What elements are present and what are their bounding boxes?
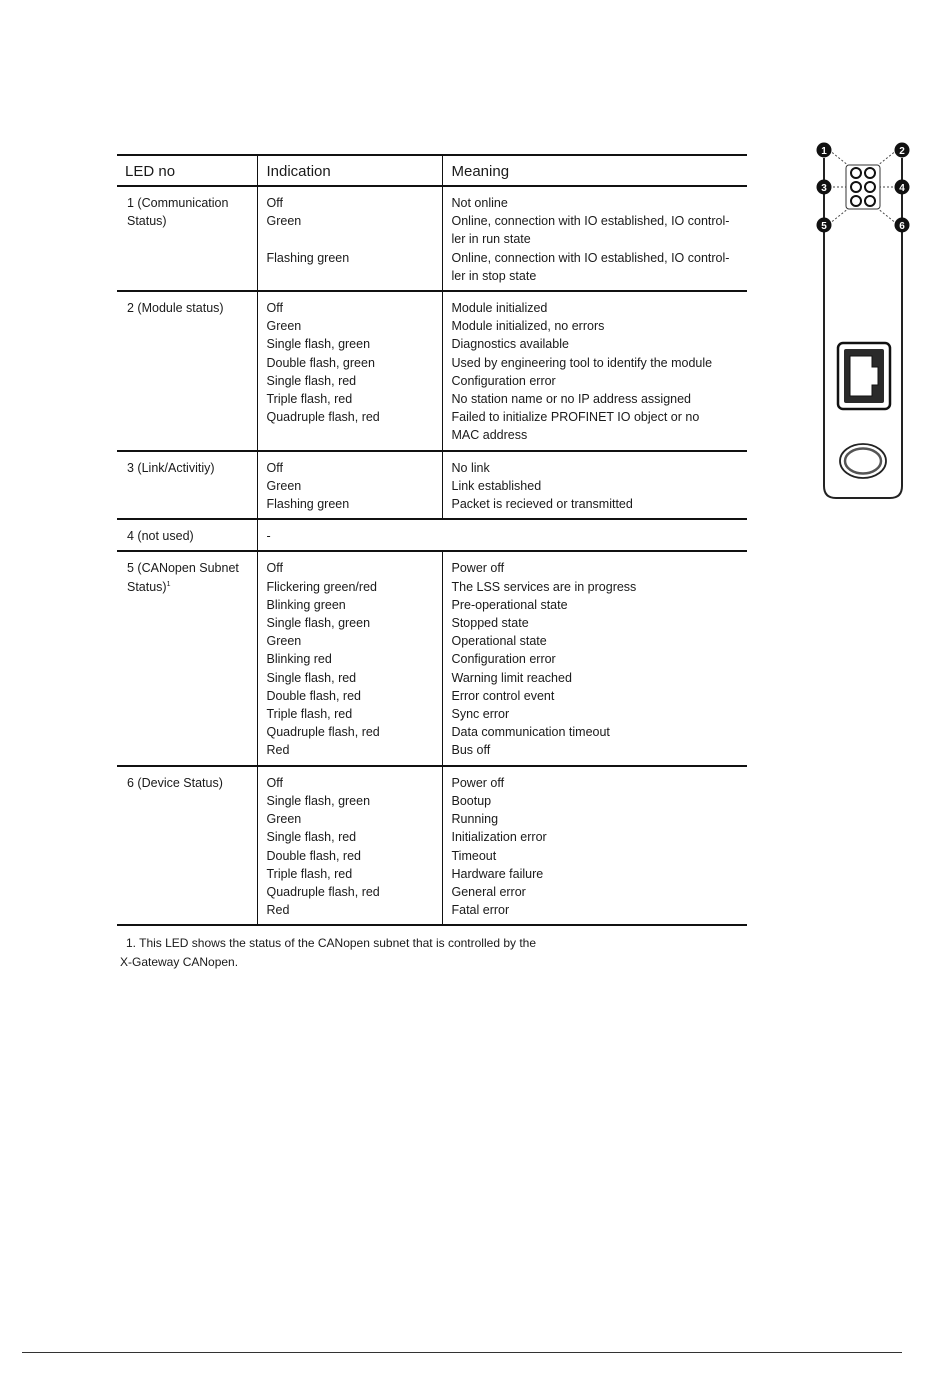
meaning-item: Fatal error	[451, 903, 510, 918]
meaning-item: Hardware failure	[451, 866, 544, 881]
led-number-text	[127, 578, 249, 596]
indication-item: Single flash, red	[266, 373, 357, 388]
indication-item: Triple flash, red	[266, 392, 353, 407]
indication-item: Single flash, red	[266, 830, 357, 845]
meaning-item: Module initialized, no errors	[451, 319, 605, 334]
footnote-marker: 1	[166, 580, 171, 588]
table-footnote	[120, 934, 580, 972]
meaning-item: Timeout	[451, 848, 497, 863]
led-number-text	[127, 212, 249, 230]
header-indication: Indication	[257, 155, 442, 186]
meaning-item: Sync error	[451, 707, 510, 722]
indication-item: Red	[266, 903, 290, 918]
callout-5: 5	[821, 221, 827, 232]
page-bottom-rule	[22, 1352, 902, 1353]
table-body	[117, 186, 747, 925]
indication-cell	[257, 451, 442, 520]
table-row	[117, 451, 747, 520]
led-number-text	[127, 559, 249, 577]
meaning-cell	[442, 551, 747, 765]
indication-item: Green	[266, 319, 302, 334]
indication-cell	[257, 291, 442, 451]
meaning-item: General error	[451, 884, 526, 899]
table-header-row	[117, 155, 747, 186]
callout-1: 1	[821, 146, 827, 157]
meaning-item: Configuration error	[451, 373, 556, 388]
meaning-item: Used by engineering tool to identify the module	[451, 355, 713, 370]
meaning-item: Power off	[451, 561, 505, 576]
led-number-line: 4 (not used)	[127, 529, 194, 544]
meaning-item: Bus off	[451, 743, 491, 758]
meaning-item: MAC address	[451, 428, 528, 443]
footnote-line-1: 1. This LED shows the status of the CANopen subnet that is controlled by the	[126, 936, 537, 950]
meaning-item: Initialization error	[451, 830, 547, 845]
led-number-cell	[117, 766, 257, 926]
meaning-item: Pre-operational state	[451, 597, 568, 612]
meaning-item: Online, connection with IO established, IO control-	[451, 214, 730, 229]
indication-item: Off	[266, 561, 283, 576]
indication-item: Flashing green	[266, 250, 350, 265]
indication-item: Triple flash, red	[266, 866, 353, 881]
meaning-item: Link established	[451, 478, 542, 493]
merged-cell: -	[257, 519, 747, 551]
led-number-line: Status)	[127, 579, 167, 594]
meaning-item: Running	[451, 812, 499, 827]
header-led-no: LED no	[117, 155, 257, 186]
meaning-item: Packet is recieved or transmitted	[451, 497, 633, 512]
meaning-item: Diagnostics available	[451, 337, 569, 352]
indication-cell	[257, 766, 442, 926]
meaning-item: Warning limit reached	[451, 670, 572, 685]
indication-item: Red	[266, 743, 290, 758]
meaning-item: ler in run state	[451, 232, 531, 247]
meaning-item: Online, connection with IO established, IO control-	[451, 250, 730, 265]
led-number-text	[127, 299, 249, 317]
indication-cell	[257, 186, 442, 291]
meaning-item: Stopped state	[451, 616, 529, 631]
indication-item: Single flash, green	[266, 337, 371, 352]
led-number-line: Status)	[127, 214, 167, 229]
led-number-line: 1 (Communication	[127, 196, 229, 210]
led-number-line: 3 (Link/Activitiy)	[127, 460, 215, 475]
callout-4: 4	[899, 183, 905, 194]
meaning-cell	[442, 186, 747, 291]
indication-item: Double flash, red	[266, 688, 362, 703]
led-number-cell	[117, 291, 257, 451]
footnote-line-2: X-Gateway CANopen.	[120, 955, 239, 969]
indication-item: Green	[266, 214, 302, 229]
indication-cell	[257, 551, 442, 765]
led-number-cell	[117, 451, 257, 520]
led-number-text	[127, 459, 249, 477]
table-row	[117, 291, 747, 451]
meaning-item: Operational state	[451, 634, 547, 649]
indication-item: Single flash, green	[266, 793, 371, 808]
indication-item: Quadruple flash, red	[266, 410, 380, 425]
meaning-item: Configuration error	[451, 652, 556, 667]
gateway-device-illustration	[812, 138, 912, 508]
callout-3: 3	[821, 183, 827, 194]
table-row	[117, 551, 747, 765]
indication-item: Triple flash, red	[266, 707, 353, 722]
indication-item: Green	[266, 812, 302, 827]
led-number-line: 6 (Device Status)	[127, 775, 223, 790]
led-number-line: 2 (Module status)	[127, 301, 224, 316]
indication-item: Green	[266, 634, 302, 649]
indication-item: Blinking red	[266, 652, 332, 667]
meaning-item: ler in stop state	[451, 268, 537, 283]
indication-item: Quadruple flash, red	[266, 725, 380, 740]
indication-item: Off	[266, 775, 283, 790]
callout-6: 6	[899, 221, 905, 232]
meaning-item: No link	[451, 460, 490, 475]
led-number-text	[127, 774, 249, 792]
indication-item: Green	[266, 478, 302, 493]
meaning-cell	[442, 451, 747, 520]
indication-item: Single flash, green	[266, 616, 371, 631]
table-row	[117, 519, 747, 551]
meaning-item: Data communication timeout	[451, 725, 610, 740]
indication-item: Double flash, green	[266, 355, 375, 370]
led-number-text	[127, 527, 249, 545]
indication-item: Blinking green	[266, 597, 346, 612]
meaning-cell	[442, 766, 747, 926]
indication-item: Single flash, red	[266, 670, 357, 685]
led-number-text	[127, 194, 249, 212]
header-meaning: Meaning	[442, 155, 747, 186]
meaning-item: Error control event	[451, 688, 555, 703]
led-status-table	[117, 154, 747, 926]
led-number-line: 5 (CANopen Subnet	[127, 561, 239, 576]
indication-item: Off	[266, 196, 283, 210]
meaning-item: Bootup	[451, 793, 492, 808]
callout-2: 2	[899, 146, 905, 157]
meaning-item: Module initialized	[451, 301, 548, 316]
led-number-cell	[117, 519, 257, 551]
meaning-item: Failed to initialize PROFINET IO object or no	[451, 410, 700, 425]
indication-item: Flickering green/red	[266, 579, 377, 594]
indication-item: Off	[266, 301, 283, 316]
indication-item: Quadruple flash, red	[266, 884, 380, 899]
indication-item: Double flash, red	[266, 848, 362, 863]
meaning-item: Power off	[451, 775, 505, 790]
table-row	[117, 186, 747, 291]
indication-item	[267, 230, 434, 248]
meaning-cell	[442, 291, 747, 451]
ethernet-port-icon	[838, 343, 890, 409]
meaning-item: No station name or no IP address assigned	[451, 392, 691, 407]
round-window-icon	[840, 444, 886, 478]
led-number-cell	[117, 186, 257, 291]
led-number-cell	[117, 551, 257, 765]
led-cluster	[846, 165, 880, 209]
table-row	[117, 766, 747, 926]
indication-item: Off	[266, 460, 283, 475]
meaning-item: The LSS services are in progress	[451, 579, 637, 594]
meaning-item: Not online	[451, 196, 508, 210]
indication-item: Flashing green	[266, 497, 350, 512]
